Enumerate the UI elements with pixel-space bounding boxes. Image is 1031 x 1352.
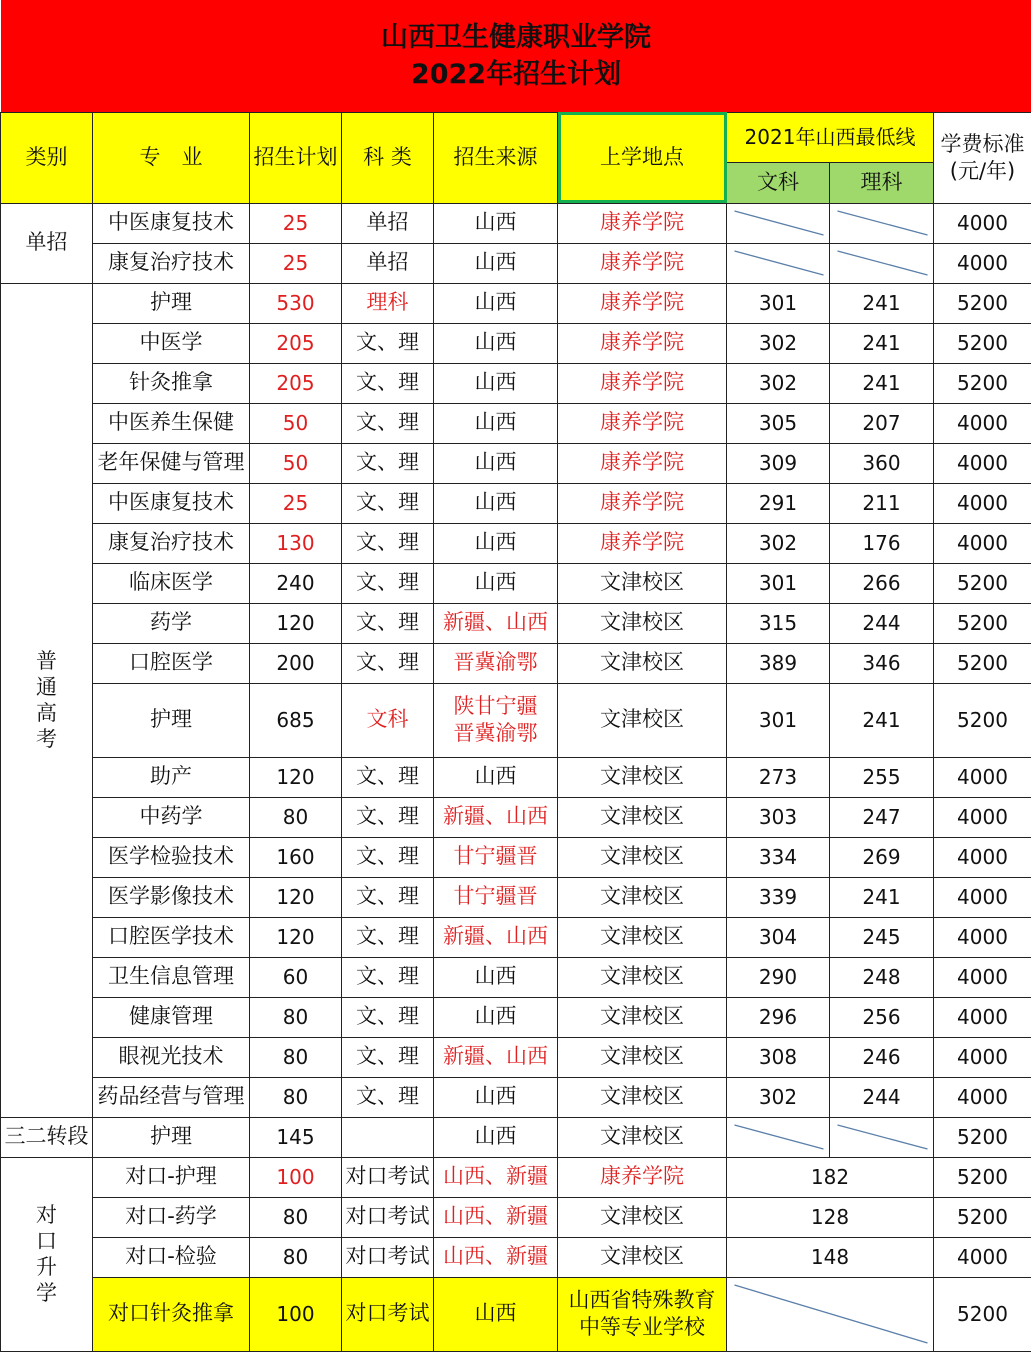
subject-cell: 文、理 xyxy=(342,603,434,643)
subject-cell: 单招 xyxy=(342,243,434,283)
source-cell: 山西 xyxy=(434,757,558,797)
table-row xyxy=(1,1157,1031,1197)
min-score-wen-cell: 302 xyxy=(727,363,830,403)
table-row xyxy=(1,1077,1031,1117)
plan-cell: 145 xyxy=(250,1117,342,1157)
header-min-score: 2021年山西最低线 xyxy=(727,112,934,162)
table-row xyxy=(1,1037,1031,1077)
location-cell: 康养学院 xyxy=(558,403,727,443)
table-row xyxy=(1,443,1031,483)
category-1 xyxy=(1,283,93,1117)
header-fee-unit: (元/年) xyxy=(949,158,1016,183)
source-cell: 山西、新疆 xyxy=(434,1157,558,1197)
table-row xyxy=(1,917,1031,957)
min-score-combined-cell: 128 xyxy=(727,1197,934,1237)
min-score-wen-cell: 290 xyxy=(727,957,830,997)
major-cell: 康复治疗技术 xyxy=(93,243,250,283)
title-line1: 山西卫生健康职业学院 xyxy=(381,21,651,53)
title-line2: 2022年招生计划 xyxy=(410,58,622,90)
fee-cell: 5200 xyxy=(934,603,1031,643)
subject-cell: 文、理 xyxy=(342,837,434,877)
location-cell: 康养学院 xyxy=(558,323,727,363)
subject-cell: 对口考试 xyxy=(342,1197,434,1237)
header-category: 类别 xyxy=(1,112,93,203)
min-score-wen-cell xyxy=(727,243,830,283)
plan-cell: 60 xyxy=(250,957,342,997)
min-score-li-cell: 245 xyxy=(830,917,934,957)
min-score-wen-cell: 304 xyxy=(727,917,830,957)
location-cell: 文津校区 xyxy=(558,917,727,957)
header-subject: 科 类 xyxy=(342,112,434,203)
fee-cell: 5200 xyxy=(934,1197,1031,1237)
plan-cell: 50 xyxy=(250,403,342,443)
location-cell: 文津校区 xyxy=(558,563,727,603)
category-2: 三二转段 xyxy=(1,1117,93,1157)
major-cell: 康复治疗技术 xyxy=(93,523,250,563)
table-row xyxy=(1,1197,1031,1237)
subject-cell: 文、理 xyxy=(342,757,434,797)
header-fee xyxy=(934,112,1031,203)
min-score-wen-cell: 305 xyxy=(727,403,830,443)
plan-cell: 25 xyxy=(250,483,342,523)
min-score-wen-cell: 301 xyxy=(727,683,830,757)
major-cell: 护理 xyxy=(93,683,250,757)
plan-cell: 80 xyxy=(250,1077,342,1117)
table-row xyxy=(1,563,1031,603)
location-cell: 文津校区 xyxy=(558,757,727,797)
header-major: 专 业 xyxy=(93,112,250,203)
min-score-li-cell: 176 xyxy=(830,523,934,563)
fee-cell: 5200 xyxy=(934,1157,1031,1197)
location-cell: 康养学院 xyxy=(558,443,727,483)
category-3 xyxy=(1,1157,93,1351)
subject-cell: 文、理 xyxy=(342,877,434,917)
location-cell: 康养学院 xyxy=(558,283,727,323)
table-row xyxy=(1,643,1031,683)
plan-cell: 80 xyxy=(250,997,342,1037)
source-cell: 山西 xyxy=(434,523,558,563)
source-cell: 山西 xyxy=(434,1117,558,1157)
subject-cell: 文、理 xyxy=(342,1077,434,1117)
min-score-li-cell: 211 xyxy=(830,483,934,523)
location-cell: 文津校区 xyxy=(558,643,727,683)
subject-cell xyxy=(342,1117,434,1157)
location-cell: 文津校区 xyxy=(558,797,727,837)
source-cell: 新疆、山西 xyxy=(434,917,558,957)
source-cell: 山西 xyxy=(434,1077,558,1117)
source-cell: 山西 xyxy=(434,323,558,363)
location-cell: 山西省特殊教育 中等专业学校 xyxy=(558,1277,727,1351)
fee-cell: 4000 xyxy=(934,917,1031,957)
major-cell: 对口-药学 xyxy=(93,1197,250,1237)
min-score-li-cell xyxy=(830,1117,934,1157)
fee-cell: 5200 xyxy=(934,363,1031,403)
subject-cell: 文、理 xyxy=(342,917,434,957)
min-score-li-cell xyxy=(830,243,934,283)
table-row xyxy=(1,523,1031,563)
major-cell: 医学影像技术 xyxy=(93,877,250,917)
subject-cell: 文、理 xyxy=(342,1037,434,1077)
fee-cell: 4000 xyxy=(934,797,1031,837)
min-score-li-cell: 255 xyxy=(830,757,934,797)
plan-cell: 100 xyxy=(250,1277,342,1351)
source-cell: 山西 xyxy=(434,483,558,523)
source-cell: 山西 xyxy=(434,243,558,283)
plan-cell: 240 xyxy=(250,563,342,603)
plan-cell: 205 xyxy=(250,363,342,403)
table-row xyxy=(1,797,1031,837)
location-cell: 康养学院 xyxy=(558,523,727,563)
major-cell: 中医康复技术 xyxy=(93,203,250,243)
plan-cell: 25 xyxy=(250,203,342,243)
subject-cell: 文、理 xyxy=(342,957,434,997)
table-row xyxy=(1,243,1031,283)
fee-cell: 4000 xyxy=(934,1037,1031,1077)
source-cell: 新疆、山西 xyxy=(434,797,558,837)
fee-cell: 5200 xyxy=(934,563,1031,603)
table-row xyxy=(1,112,1031,162)
table-row xyxy=(1,957,1031,997)
location-cell: 康养学院 xyxy=(558,243,727,283)
major-cell: 中医学 xyxy=(93,323,250,363)
fee-cell: 5200 xyxy=(934,323,1031,363)
subject-cell: 文科 xyxy=(342,683,434,757)
table-row xyxy=(1,363,1031,403)
min-score-wen-cell xyxy=(727,1117,830,1157)
major-cell: 护理 xyxy=(93,283,250,323)
fee-cell: 4000 xyxy=(934,443,1031,483)
location-cell: 文津校区 xyxy=(558,1117,727,1157)
fee-cell: 5200 xyxy=(934,1117,1031,1157)
min-score-li-cell: 360 xyxy=(830,443,934,483)
min-score-wen-cell: 301 xyxy=(727,563,830,603)
subject-cell: 理科 xyxy=(342,283,434,323)
location-cell: 文津校区 xyxy=(558,603,727,643)
header-source: 招生来源 xyxy=(434,112,558,203)
location-cell: 康养学院 xyxy=(558,203,727,243)
fee-cell: 4000 xyxy=(934,837,1031,877)
subject-cell: 文、理 xyxy=(342,443,434,483)
min-score-wen-cell: 301 xyxy=(727,283,830,323)
fee-cell: 5200 xyxy=(934,683,1031,757)
min-score-li-cell: 244 xyxy=(830,603,934,643)
major-cell: 医学检验技术 xyxy=(93,837,250,877)
location-cell: 文津校区 xyxy=(558,1237,727,1277)
plan-cell: 50 xyxy=(250,443,342,483)
min-score-combined-cell xyxy=(727,1277,934,1351)
header-plan: 招生计划 xyxy=(250,112,342,203)
major-cell: 口腔医学技术 xyxy=(93,917,250,957)
subject-cell: 文、理 xyxy=(342,403,434,443)
source-cell: 山西 xyxy=(434,563,558,603)
source-cell: 山西 xyxy=(434,997,558,1037)
location-cell: 文津校区 xyxy=(558,1077,727,1117)
table-row xyxy=(1,283,1031,323)
location-cell: 文津校区 xyxy=(558,877,727,917)
source-cell: 山西 xyxy=(434,203,558,243)
min-score-wen-cell xyxy=(727,203,830,243)
major-cell: 中医养生保健 xyxy=(93,403,250,443)
plan-cell: 120 xyxy=(250,603,342,643)
major-cell: 药品经营与管理 xyxy=(93,1077,250,1117)
min-score-wen-cell: 334 xyxy=(727,837,830,877)
header-location: 上学地点 xyxy=(558,112,727,203)
table-row xyxy=(1,483,1031,523)
plan-cell: 80 xyxy=(250,1197,342,1237)
plan-cell: 80 xyxy=(250,797,342,837)
min-score-wen-cell: 296 xyxy=(727,997,830,1037)
source-cell: 山西 xyxy=(434,403,558,443)
major-cell: 对口针灸推拿 xyxy=(93,1277,250,1351)
fee-cell: 4000 xyxy=(934,757,1031,797)
location-cell: 文津校区 xyxy=(558,1197,727,1237)
min-score-wen-cell: 302 xyxy=(727,323,830,363)
page-title xyxy=(1,0,1031,112)
source-cell: 晋冀渝鄂 xyxy=(434,643,558,683)
fee-cell: 4000 xyxy=(934,403,1031,443)
table-row xyxy=(1,1237,1031,1277)
fee-cell: 5200 xyxy=(934,1277,1031,1351)
major-cell: 中药学 xyxy=(93,797,250,837)
plan-cell: 130 xyxy=(250,523,342,563)
subject-cell: 文、理 xyxy=(342,643,434,683)
source-cell: 新疆、山西 xyxy=(434,603,558,643)
min-score-li-cell: 207 xyxy=(830,403,934,443)
subject-cell: 文、理 xyxy=(342,797,434,837)
plan-cell: 100 xyxy=(250,1157,342,1197)
subject-cell: 单招 xyxy=(342,203,434,243)
major-cell: 药学 xyxy=(93,603,250,643)
location-cell: 文津校区 xyxy=(558,837,727,877)
table-row xyxy=(1,403,1031,443)
category-0: 单招 xyxy=(1,203,93,283)
major-cell: 针灸推拿 xyxy=(93,363,250,403)
subject-cell: 文、理 xyxy=(342,523,434,563)
source-cell: 甘宁疆晋 xyxy=(434,837,558,877)
fee-cell: 4000 xyxy=(934,997,1031,1037)
plan-cell: 120 xyxy=(250,877,342,917)
plan-cell: 160 xyxy=(250,837,342,877)
min-score-li-cell: 241 xyxy=(830,283,934,323)
min-score-wen-cell: 339 xyxy=(727,877,830,917)
min-score-wen-cell: 302 xyxy=(727,1077,830,1117)
source-cell: 山西、新疆 xyxy=(434,1197,558,1237)
min-score-li-cell: 248 xyxy=(830,957,934,997)
plan-cell: 80 xyxy=(250,1237,342,1277)
table-row xyxy=(1,877,1031,917)
source-cell: 山西 xyxy=(434,957,558,997)
fee-cell: 4000 xyxy=(934,523,1031,563)
min-score-combined-cell: 148 xyxy=(727,1237,934,1277)
plan-cell: 120 xyxy=(250,917,342,957)
location-cell: 康养学院 xyxy=(558,1157,727,1197)
plan-cell: 685 xyxy=(250,683,342,757)
major-cell: 中医康复技术 xyxy=(93,483,250,523)
plan-cell: 205 xyxy=(250,323,342,363)
plan-cell: 200 xyxy=(250,643,342,683)
subject-cell: 文、理 xyxy=(342,323,434,363)
fee-cell: 5200 xyxy=(934,643,1031,683)
source-cell: 山西 xyxy=(434,283,558,323)
header-fee-label: 学费标准 xyxy=(940,131,1025,156)
min-score-wen-cell: 309 xyxy=(727,443,830,483)
subject-cell: 文、理 xyxy=(342,997,434,1037)
location-cell: 文津校区 xyxy=(558,997,727,1037)
min-score-wen-cell: 302 xyxy=(727,523,830,563)
major-cell: 临床医学 xyxy=(93,563,250,603)
category-label: 普通高考 xyxy=(36,649,57,751)
source-cell: 山西 xyxy=(434,363,558,403)
fee-cell: 4000 xyxy=(934,877,1031,917)
min-score-wen-cell: 291 xyxy=(727,483,830,523)
location-cell: 文津校区 xyxy=(558,957,727,997)
subject-cell: 文、理 xyxy=(342,483,434,523)
major-cell: 健康管理 xyxy=(93,997,250,1037)
table-row xyxy=(1,997,1031,1037)
header-li: 理科 xyxy=(830,162,934,203)
min-score-li-cell: 346 xyxy=(830,643,934,683)
min-score-wen-cell: 389 xyxy=(727,643,830,683)
major-cell: 口腔医学 xyxy=(93,643,250,683)
source-cell: 陕甘宁疆 晋冀渝鄂 xyxy=(434,683,558,757)
min-score-wen-cell: 303 xyxy=(727,797,830,837)
major-cell: 卫生信息管理 xyxy=(93,957,250,997)
fee-cell: 4000 xyxy=(934,243,1031,283)
source-cell: 甘宁疆晋 xyxy=(434,877,558,917)
source-cell: 山西 xyxy=(434,443,558,483)
min-score-li-cell: 241 xyxy=(830,363,934,403)
table-row xyxy=(1,323,1031,363)
major-cell: 助产 xyxy=(93,757,250,797)
major-cell: 护理 xyxy=(93,1117,250,1157)
table-row xyxy=(1,0,1031,112)
subject-cell: 对口考试 xyxy=(342,1277,434,1351)
location-cell: 康养学院 xyxy=(558,363,727,403)
table-row xyxy=(1,757,1031,797)
source-cell: 山西、新疆 xyxy=(434,1237,558,1277)
subject-cell: 文、理 xyxy=(342,363,434,403)
fee-cell: 4000 xyxy=(934,203,1031,243)
plan-cell: 25 xyxy=(250,243,342,283)
source-cell: 新疆、山西 xyxy=(434,1037,558,1077)
table-row xyxy=(1,1117,1031,1157)
min-score-wen-cell: 315 xyxy=(727,603,830,643)
table-row xyxy=(1,1277,1031,1351)
subject-cell: 对口考试 xyxy=(342,1157,434,1197)
fee-cell: 4000 xyxy=(934,957,1031,997)
min-score-li-cell: 241 xyxy=(830,683,934,757)
table-row xyxy=(1,683,1031,757)
fee-cell: 4000 xyxy=(934,483,1031,523)
min-score-wen-cell: 308 xyxy=(727,1037,830,1077)
plan-cell: 120 xyxy=(250,757,342,797)
min-score-li-cell: 244 xyxy=(830,1077,934,1117)
plan-cell: 530 xyxy=(250,283,342,323)
min-score-li-cell: 266 xyxy=(830,563,934,603)
table-row xyxy=(1,203,1031,243)
location-cell: 康养学院 xyxy=(558,483,727,523)
min-score-li-cell: 256 xyxy=(830,997,934,1037)
min-score-li-cell: 269 xyxy=(830,837,934,877)
min-score-li-cell: 246 xyxy=(830,1037,934,1077)
table-row xyxy=(1,837,1031,877)
source-cell: 山西 xyxy=(434,1277,558,1351)
major-cell: 老年保健与管理 xyxy=(93,443,250,483)
location-cell: 文津校区 xyxy=(558,683,727,757)
location-cell: 文津校区 xyxy=(558,1037,727,1077)
min-score-li-cell xyxy=(830,203,934,243)
major-cell: 对口-检验 xyxy=(93,1237,250,1277)
fee-cell: 5200 xyxy=(934,283,1031,323)
major-cell: 眼视光技术 xyxy=(93,1037,250,1077)
table-row xyxy=(1,603,1031,643)
min-score-li-cell: 241 xyxy=(830,323,934,363)
subject-cell: 文、理 xyxy=(342,563,434,603)
major-cell: 对口-护理 xyxy=(93,1157,250,1197)
min-score-li-cell: 241 xyxy=(830,877,934,917)
fee-cell: 4000 xyxy=(934,1237,1031,1277)
subject-cell: 对口考试 xyxy=(342,1237,434,1277)
min-score-wen-cell: 273 xyxy=(727,757,830,797)
header-wen: 文科 xyxy=(727,162,830,203)
min-score-combined-cell: 182 xyxy=(727,1157,934,1197)
plan-cell: 80 xyxy=(250,1037,342,1077)
category-label: 对口升学 xyxy=(36,1203,57,1305)
min-score-li-cell: 247 xyxy=(830,797,934,837)
fee-cell: 4000 xyxy=(934,1077,1031,1117)
